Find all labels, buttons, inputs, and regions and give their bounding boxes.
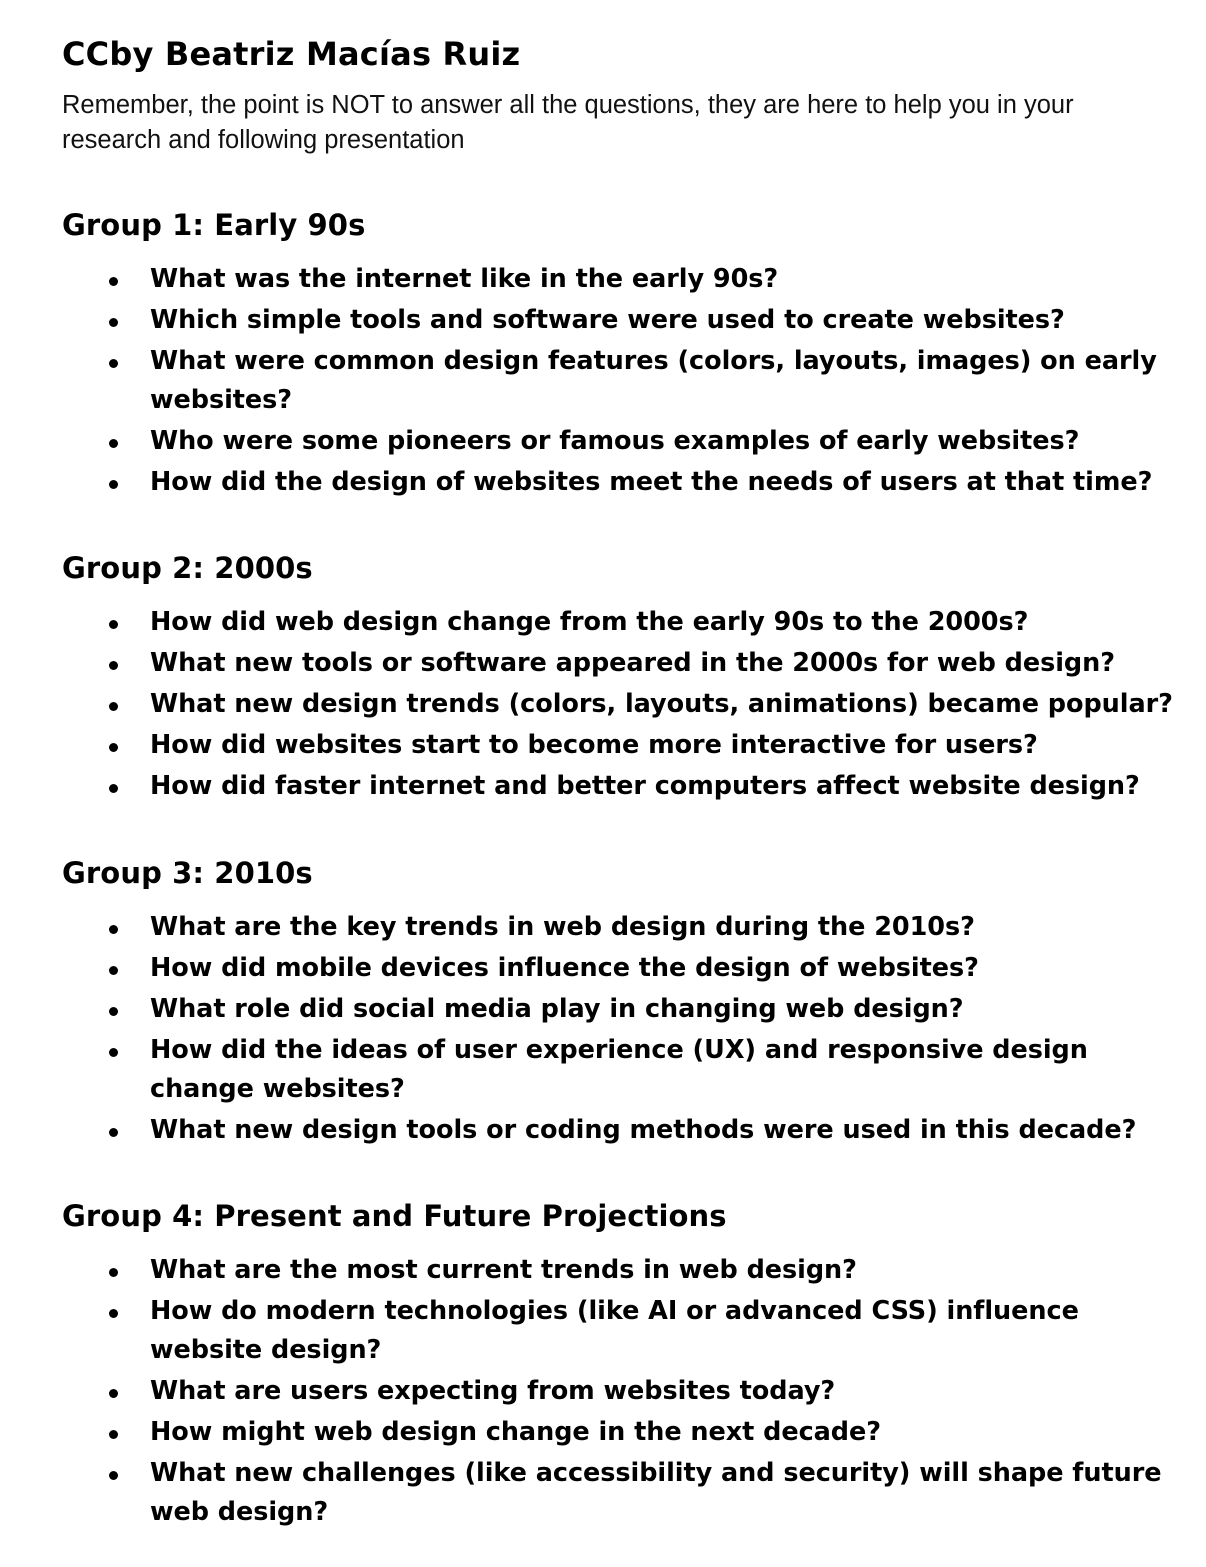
list-item: What are the key trends in web design during the 2010s? — [62, 908, 1188, 947]
list-item: What new tools or software appeared in the 2000s for web design? — [62, 644, 1188, 683]
group-section-3 — [62, 854, 1188, 1150]
page-title: CCby Beatriz Macías Ruiz — [62, 35, 521, 73]
list-item: How did the ideas of user experience (UX) and responsive design change websites? — [62, 1031, 1188, 1109]
list-item: What new design trends (colors, layouts, animations) became popular? — [62, 685, 1188, 724]
list-item: What new challenges (like accessibility and security) will shape future web design? — [62, 1454, 1188, 1532]
list-item: What are users expecting from websites today? — [62, 1372, 1188, 1411]
question-list-2 — [62, 603, 1188, 806]
list-item: What role did social media play in changing web design? — [62, 990, 1188, 1029]
question-list-4 — [62, 1251, 1188, 1532]
group-heading-3: Group 3: 2010s — [62, 856, 313, 890]
list-item: What were common design features (colors, layouts, images) on early websites? — [62, 342, 1188, 420]
list-item: How did faster internet and better computers affect website design? — [62, 767, 1188, 806]
list-item: How did web design change from the early 90s to the 2000s? — [62, 603, 1188, 642]
list-item: How did mobile devices influence the design of websites? — [62, 949, 1188, 988]
group-heading-4: Group 4: Present and Future Projections — [62, 1199, 727, 1233]
group-heading-2: Group 2: 2000s — [62, 551, 313, 585]
group-section-4 — [62, 1197, 1188, 1532]
question-list-1 — [62, 260, 1188, 502]
question-list-3 — [62, 908, 1188, 1150]
list-item: How do modern technologies (like AI or advanced CSS) influence website design? — [62, 1292, 1188, 1370]
list-item: What new design tools or coding methods were used in this decade? — [62, 1111, 1188, 1150]
group-section-2 — [62, 549, 1188, 806]
group-section-1 — [62, 206, 1188, 502]
group-heading-1: Group 1: Early 90s — [62, 208, 366, 242]
list-item: What are the most current trends in web design? — [62, 1251, 1188, 1290]
list-item: What was the internet like in the early 90s? — [62, 260, 1188, 299]
list-item: How did websites start to become more interactive for users? — [62, 726, 1188, 765]
list-item: Which simple tools and software were used to create websites? — [62, 301, 1188, 340]
intro-paragraph: Remember, the point is NOT to answer all the questions, they are here to help you in your research and following presentation — [62, 91, 1074, 154]
list-item: Who were some pioneers or famous examples of early websites? — [62, 422, 1188, 461]
list-item: How might web design change in the next decade? — [62, 1413, 1188, 1452]
list-item: How did the design of websites meet the needs of users at that time? — [62, 463, 1188, 502]
